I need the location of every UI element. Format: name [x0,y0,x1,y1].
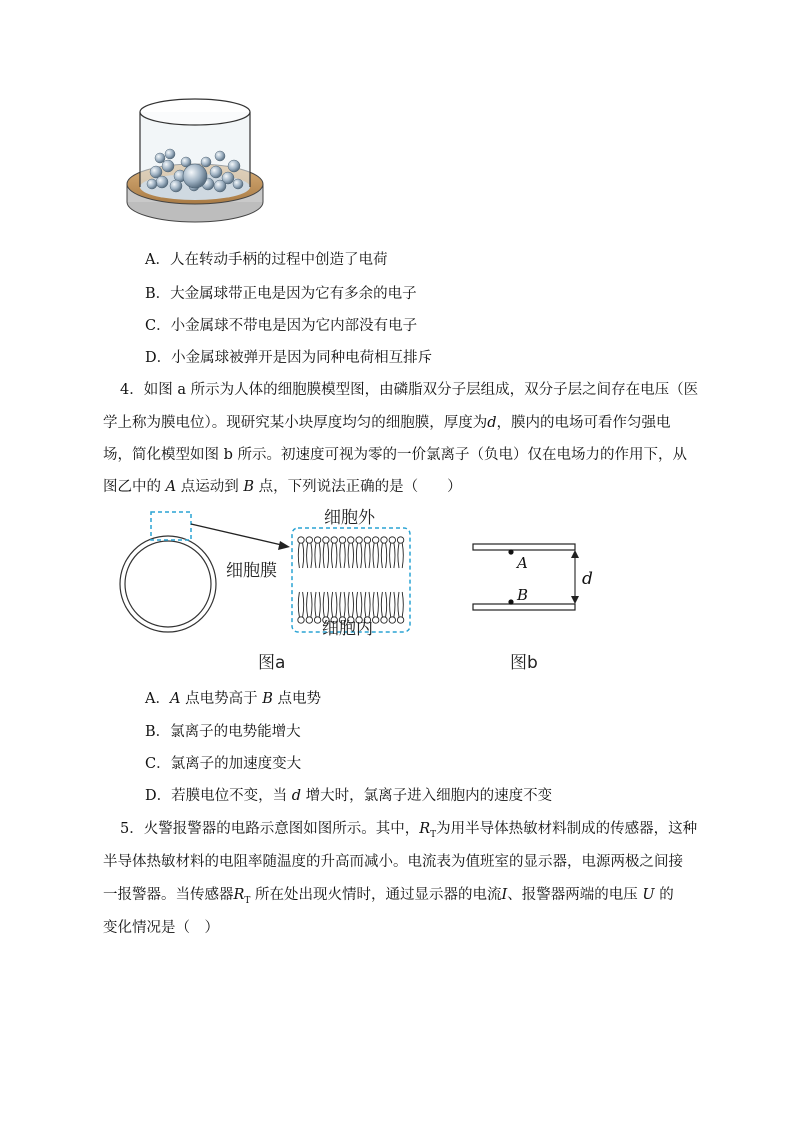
q4-option-a: A．A 点电势高于 B 点电势 [145,691,321,707]
label-distance-d: d [582,569,593,589]
label-cell-membrane: 细胞膜 [226,561,277,581]
q5-line-1: 5．火警报警器的电路示意图如图所示。其中，$R_T$为用半导体热敏材料制成的传感器，这种 [120,821,698,840]
q4-option-d: D．若膜电位不变，当 d 增大时，氯离子进入细胞内的速度不变 [145,788,553,804]
q4-line-3: 场，简化模型如图 b 所示。初速度可视为零的一价氯离子（负电）仅在电场力的作用下，从 [103,447,687,463]
q4-line-2: 学上称为膜电位）。现研究某小块厚度均匀的细胞膜，厚度为d，膜内的电场可看作匀强电 [103,415,671,431]
q5-line-4: 变化情况是（ ） [103,920,219,936]
q4-option-c: C．氯离子的加速度变大 [145,756,302,772]
q5-line-2: 半导体热敏材料的电阻率随温度的升高而减小。电流表为值班室的显示器，电源两极之间接 [103,854,683,870]
q4-line-1: 4．如图 a 所示为人体的细胞膜模型图，由磷脂双分子层组成，双分子层之间存在电压（医 [120,382,699,398]
label-cell-inside: 细胞内 [322,619,373,639]
q3-option-a: A．人在转动手柄的过程中创造了电荷 [145,252,388,268]
q5-line-3: 一报警器。当传感器$R_T$ 所在处出现火情时，通过显示器的电流I、报警器两端的电压 U 的 [103,887,674,906]
parallel-plates-figure [465,538,595,618]
q3-option-b: B．大金属球带正电是因为它有多余的电子 [145,286,417,302]
caption-fig-b: 图b [510,653,538,673]
beaker-figure [120,92,270,232]
q4-option-b: B．氯离子的电势能增大 [145,724,301,740]
q3-option-d: D．小金属球被弹开是因为同种电荷相互排斥 [145,350,433,366]
q3-option-c: C．小金属球不带电是因为它内部没有电子 [145,318,418,334]
label-point-a: A [517,554,528,572]
q4-line-4: 图乙中的 A 点运动到 B 点，下列说法正确的是（ ） [103,479,462,495]
caption-fig-a: 图a [258,653,286,673]
label-cell-outside: 细胞外 [324,508,375,528]
label-point-b: B [517,586,529,604]
